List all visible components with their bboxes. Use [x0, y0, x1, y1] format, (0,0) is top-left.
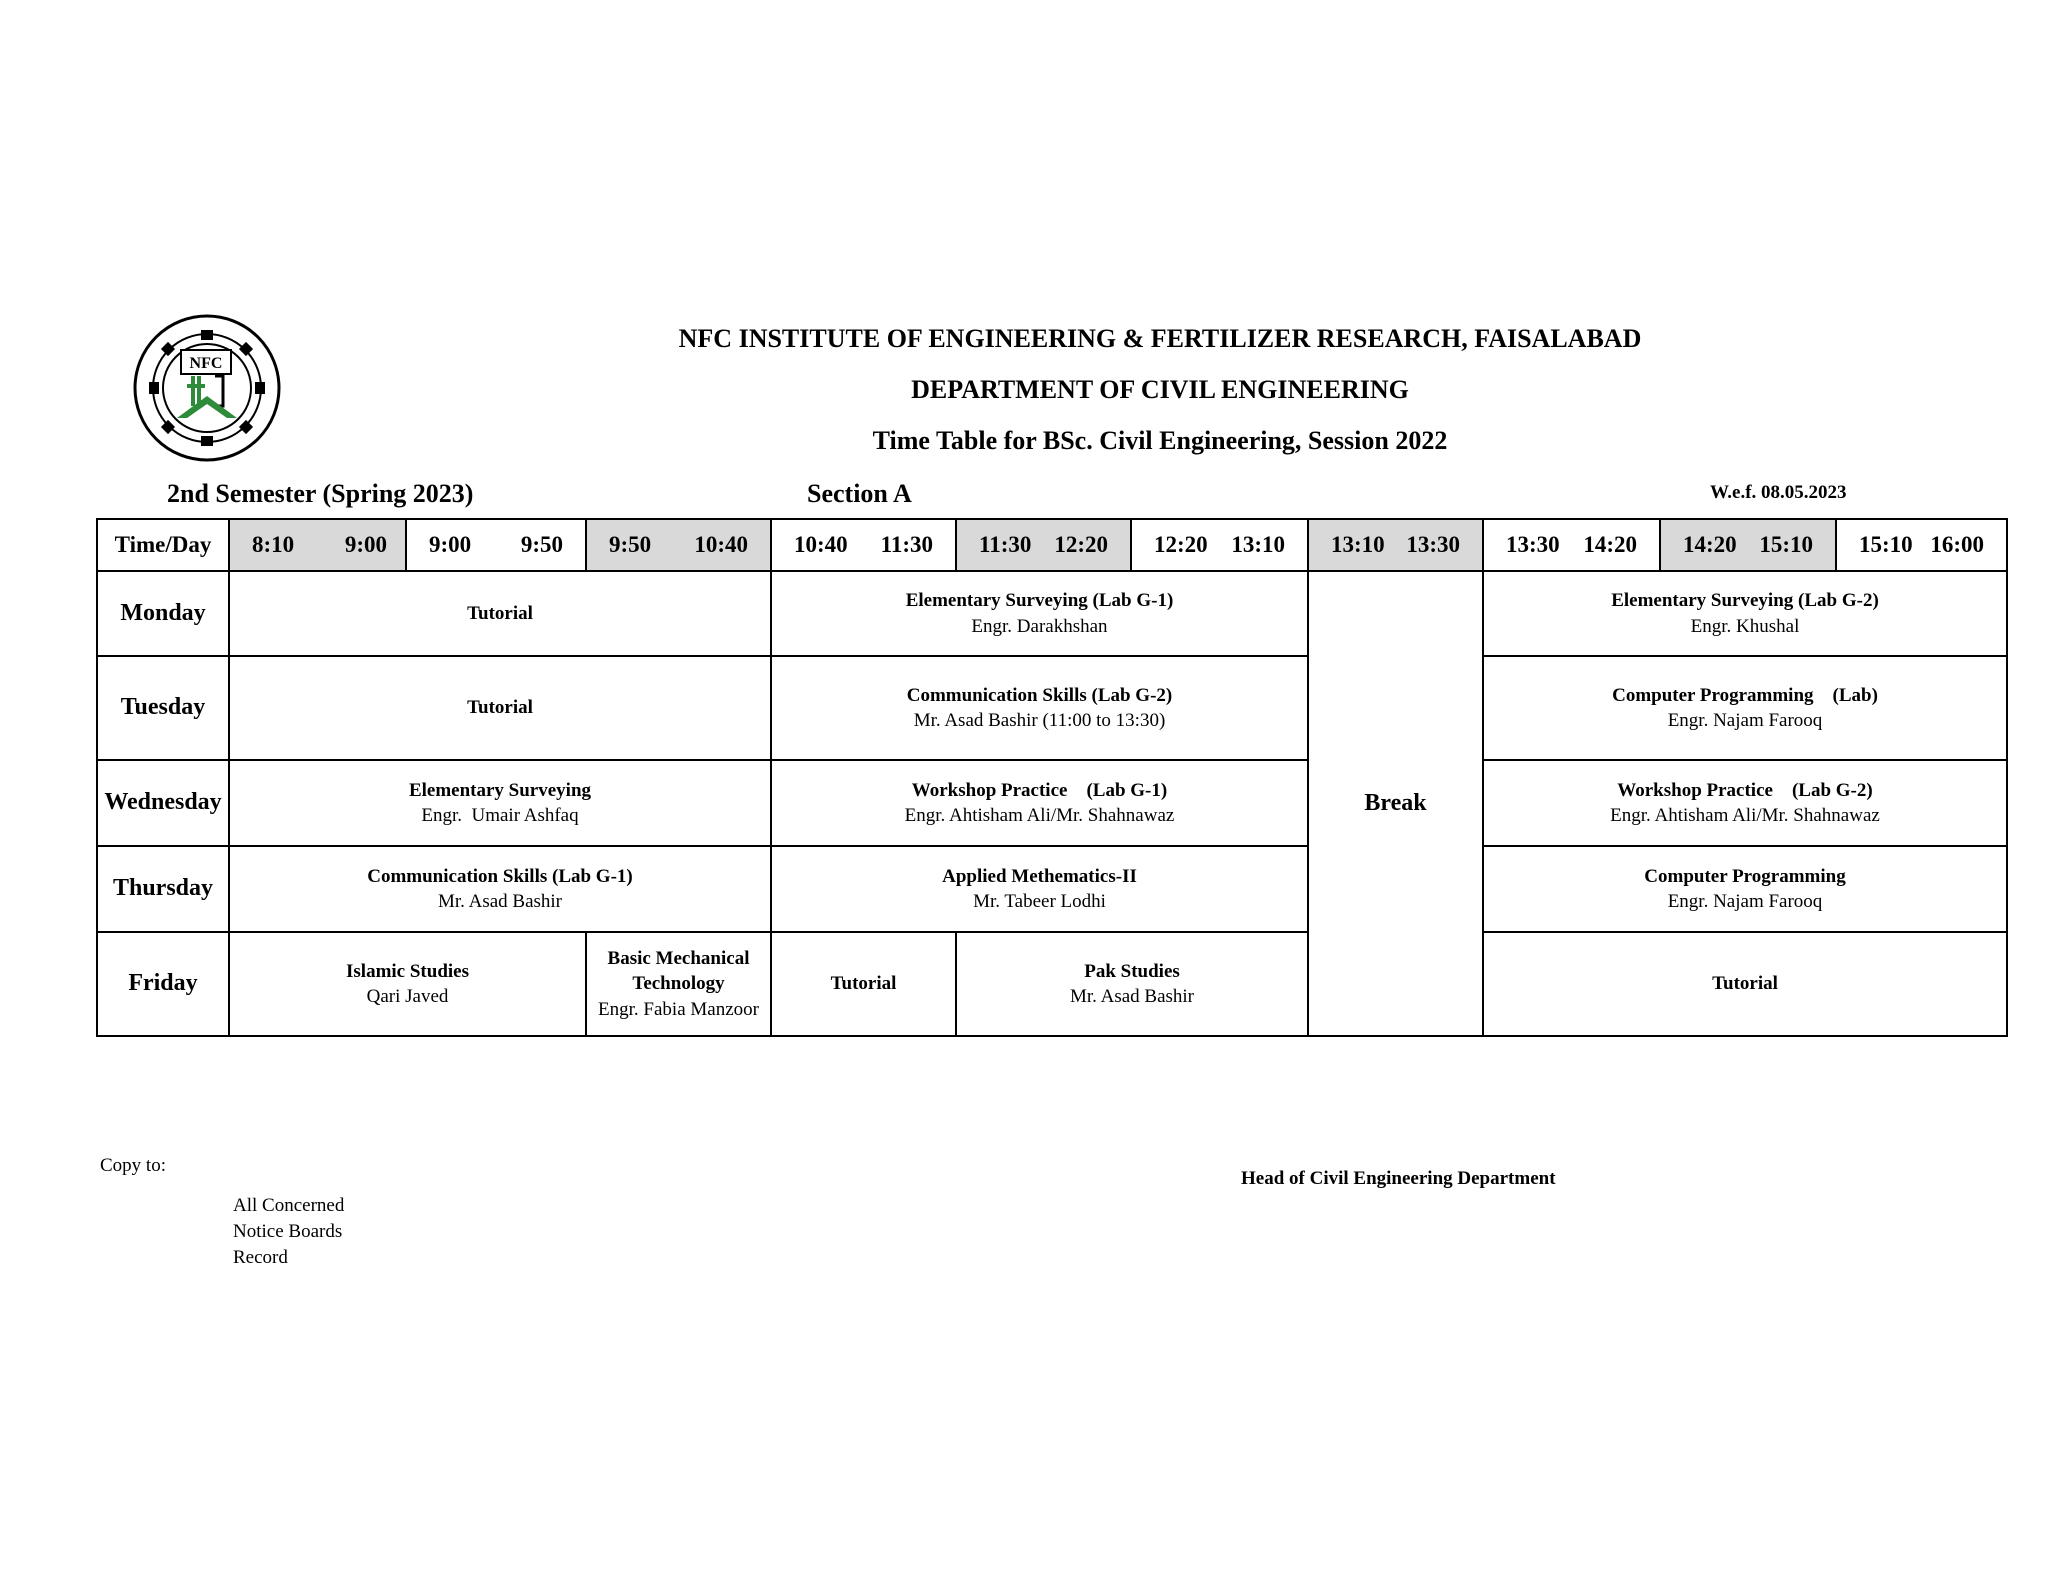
- effective-date: W.e.f. 08.05.2023: [1710, 482, 1847, 503]
- day-monday: Monday: [97, 571, 229, 656]
- timetable-title: Time Table for BSc. Civil Engineering, Session 2022: [872, 426, 1448, 455]
- svg-text:NFC: NFC: [189, 355, 223, 372]
- slot-3: 9:50 10:40: [586, 519, 771, 571]
- recipient-item: All Concerned: [233, 1195, 345, 1216]
- wednesday-morning: Elementary Surveying Engr. Umair Ashfaq: [229, 760, 771, 846]
- row-tuesday: [97, 656, 2007, 760]
- day-friday: Friday: [97, 932, 229, 1036]
- recipient-item: Notice Boards: [233, 1221, 343, 1242]
- slot-2: 9:00 9:50: [406, 519, 586, 571]
- timetable: [96, 518, 2008, 1037]
- slot-6: 12:20 13:10: [1131, 519, 1308, 571]
- recipient-item: Record: [233, 1247, 288, 1268]
- slot-8: 13:30 14:20: [1483, 519, 1660, 571]
- slot-4: 10:40 11:30: [771, 519, 956, 571]
- friday-basic-mechanical: Basic Mechanical Technology Engr. Fabia Manzoor: [586, 932, 771, 1036]
- row-wednesday: [97, 760, 2007, 846]
- copy-to-label: Copy to:: [100, 1155, 166, 1176]
- recipient-list: [233, 1193, 344, 1271]
- time-day-corner: Time/Day: [97, 519, 229, 571]
- day-wednesday: Wednesday: [97, 760, 229, 846]
- row-thursday: [97, 846, 2007, 932]
- semester-label: 2nd Semester (Spring 2023): [167, 479, 474, 508]
- monday-mid: Elementary Surveying (Lab G-1) Engr. Darakhshan: [771, 571, 1308, 656]
- wednesday-mid: Workshop Practice (Lab G-1) Engr. Ahtisham Ali/Mr. Shahnawaz: [771, 760, 1308, 846]
- thursday-morning: Communication Skills (Lab G-1) Mr. Asad Bashir: [229, 846, 771, 932]
- row-friday: [97, 932, 2007, 1036]
- break-cell: Break: [1308, 571, 1483, 1036]
- friday-islamic-studies: Islamic Studies Qari Javed: [229, 932, 586, 1036]
- section-label: Section A: [807, 479, 912, 508]
- slot-7: 13:10 13:30: [1308, 519, 1483, 571]
- day-tuesday: Tuesday: [97, 656, 229, 760]
- tuesday-afternoon: Computer Programming (Lab) Engr. Najam Farooq: [1483, 656, 2007, 760]
- thursday-mid: Applied Methematics-II Mr. Tabeer Lodhi: [771, 846, 1308, 932]
- row-monday: [97, 571, 2007, 656]
- friday-pak-studies: Pak Studies Mr. Asad Bashir: [956, 932, 1308, 1036]
- slot-5: 11:30 12:20: [956, 519, 1131, 571]
- department-name: DEPARTMENT OF CIVIL ENGINEERING: [911, 375, 1409, 404]
- slot-1: 8:10 9:00: [229, 519, 406, 571]
- institute-name: NFC INSTITUTE OF ENGINEERING & FERTILIZER RESEARCH, FAISALABAD: [678, 324, 1642, 353]
- signature-title: Head of Civil Engineering Department: [1241, 1168, 1556, 1189]
- thursday-afternoon: Computer Programming Engr. Najam Farooq: [1483, 846, 2007, 932]
- monday-morning: Tutorial: [229, 571, 771, 656]
- time-header-row: [97, 519, 2007, 571]
- tuesday-mid: Communication Skills (Lab G-2) Mr. Asad Bashir (11:00 to 13:30): [771, 656, 1308, 760]
- friday-afternoon: Tutorial: [1483, 932, 2007, 1036]
- wednesday-afternoon: Workshop Practice (Lab G-2) Engr. Ahtisham Ali/Mr. Shahnawaz: [1483, 760, 2007, 846]
- day-thursday: Thursday: [97, 846, 229, 932]
- monday-afternoon: Elementary Surveying (Lab G-2) Engr. Khushal: [1483, 571, 2007, 656]
- slot-10: 15:10 16:00: [1836, 519, 2007, 571]
- friday-tutorial-mid: Tutorial: [771, 932, 956, 1036]
- slot-9: 14:20 15:10: [1660, 519, 1836, 571]
- tuesday-morning: Tutorial: [229, 656, 771, 760]
